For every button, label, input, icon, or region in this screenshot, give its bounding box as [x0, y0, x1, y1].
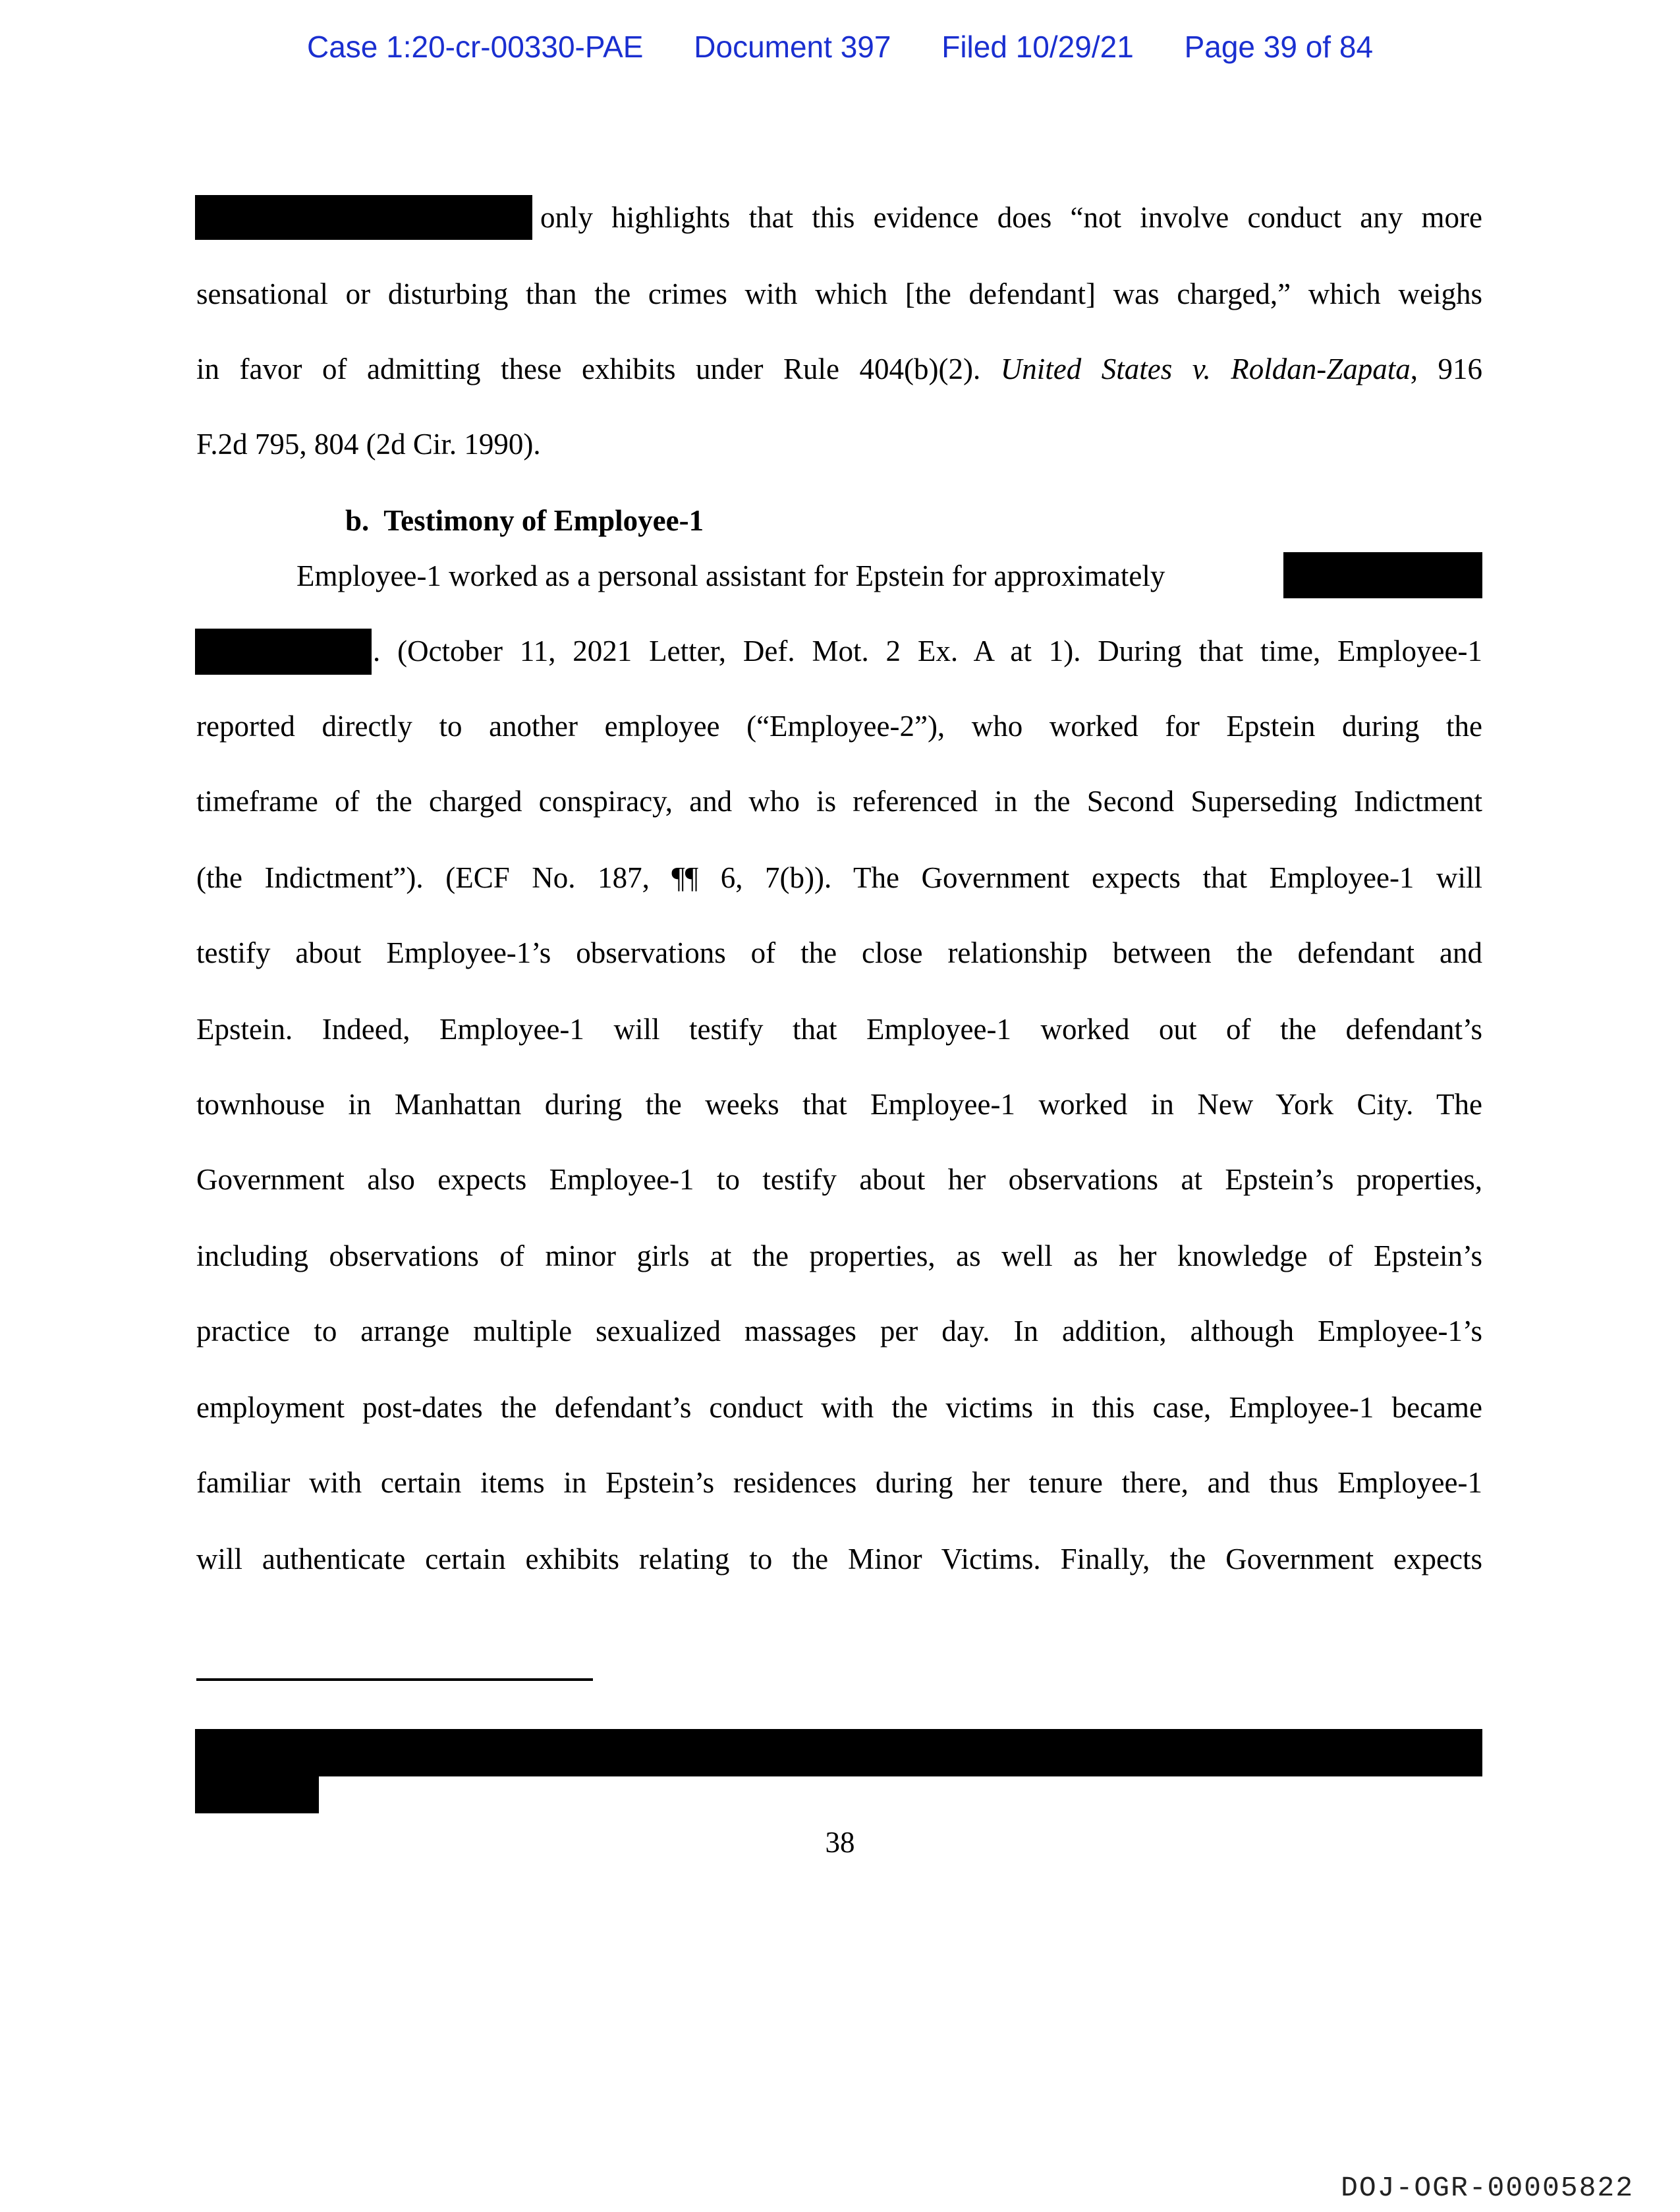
body-line: Employee-1 worked as a personal assistant for Epstein for approximately: [296, 559, 1165, 592]
footnote-redaction: [195, 1729, 1482, 1776]
body-line: will authenticate certain exhibits relating to the Minor Victims. Finally, the Government expects: [196, 1543, 1482, 1575]
heading-text: Testimony of Employee-1: [383, 504, 704, 537]
body-line: townhouse in Manhattan during the weeks that Employee-1 worked in New York City. The: [196, 1088, 1482, 1121]
filed-date: Filed 10/29/21: [941, 30, 1134, 64]
body-line: [196, 349, 1482, 389]
bates-number: DOJ-OGR-00005822: [1341, 2172, 1634, 2204]
heading-number: b.: [345, 504, 370, 537]
body-line: sensational or disturbing than the crimes with which [the defendant] was charged,” which weighs: [196, 277, 1482, 310]
body-line: (the Indictment”). (ECF No. 187, ¶¶ 6, 7(b)). The Government expects that Employee-1 will: [196, 861, 1482, 894]
body-line: Government also expects Employee-1 to testify about her observations at Epstein’s properties,: [196, 1163, 1482, 1196]
body-line: employment post-dates the defendant’s conduct with the victims in this case, Employee-1 became: [196, 1391, 1482, 1424]
document-number: Document 397: [694, 30, 891, 64]
body-line: including observations of minor girls at the properties, as well as her knowledge of Epstein’s: [196, 1239, 1482, 1272]
section-heading: [345, 501, 704, 540]
body-line: only highlights that this evidence does “not involve conduct any more: [540, 201, 1482, 234]
body-text: in favor of admitting these exhibits under Rule 404(b)(2).: [196, 353, 981, 385]
body-line: reported directly to another employee (“Employee-2”), who worked for Epstein during the: [196, 710, 1482, 743]
case-citation: United States v. Roldan-Zapata: [1000, 353, 1411, 385]
page-count: Page 39 of 84: [1184, 30, 1374, 64]
body-text: , 916: [1410, 353, 1483, 385]
footnote-redaction: [195, 1775, 319, 1813]
redaction-block: [195, 629, 372, 675]
redaction-block: [195, 195, 532, 240]
body-line: Epstein. Indeed, Employee-1 will testify that Employee-1 worked out of the defendant’s: [196, 1013, 1482, 1046]
body-line: F.2d 795, 804 (2d Cir. 1990).: [196, 428, 541, 461]
body-line: familiar with certain items in Epstein’s residences during her tenure there, and thus Employee-1: [196, 1466, 1482, 1499]
footnote-divider: [196, 1678, 593, 1681]
case-header: [0, 29, 1680, 65]
redaction-block: [1283, 552, 1482, 598]
body-line: timeframe of the charged conspiracy, and who is referenced in the Second Superseding Indictment: [196, 785, 1482, 818]
body-line: testify about Employee-1’s observations of the close relationship between the defendant and: [196, 936, 1482, 969]
page-number: 38: [825, 1826, 855, 1859]
body-line: practice to arrange multiple sexualized massages per day. In addition, although Employee-1’s: [196, 1315, 1482, 1347]
body-line: . (October 11, 2021 Letter, Def. Mot. 2 Ex. A at 1). During that time, Employee-1: [373, 635, 1482, 667]
case-number: Case 1:20-cr-00330-PAE: [306, 30, 644, 64]
